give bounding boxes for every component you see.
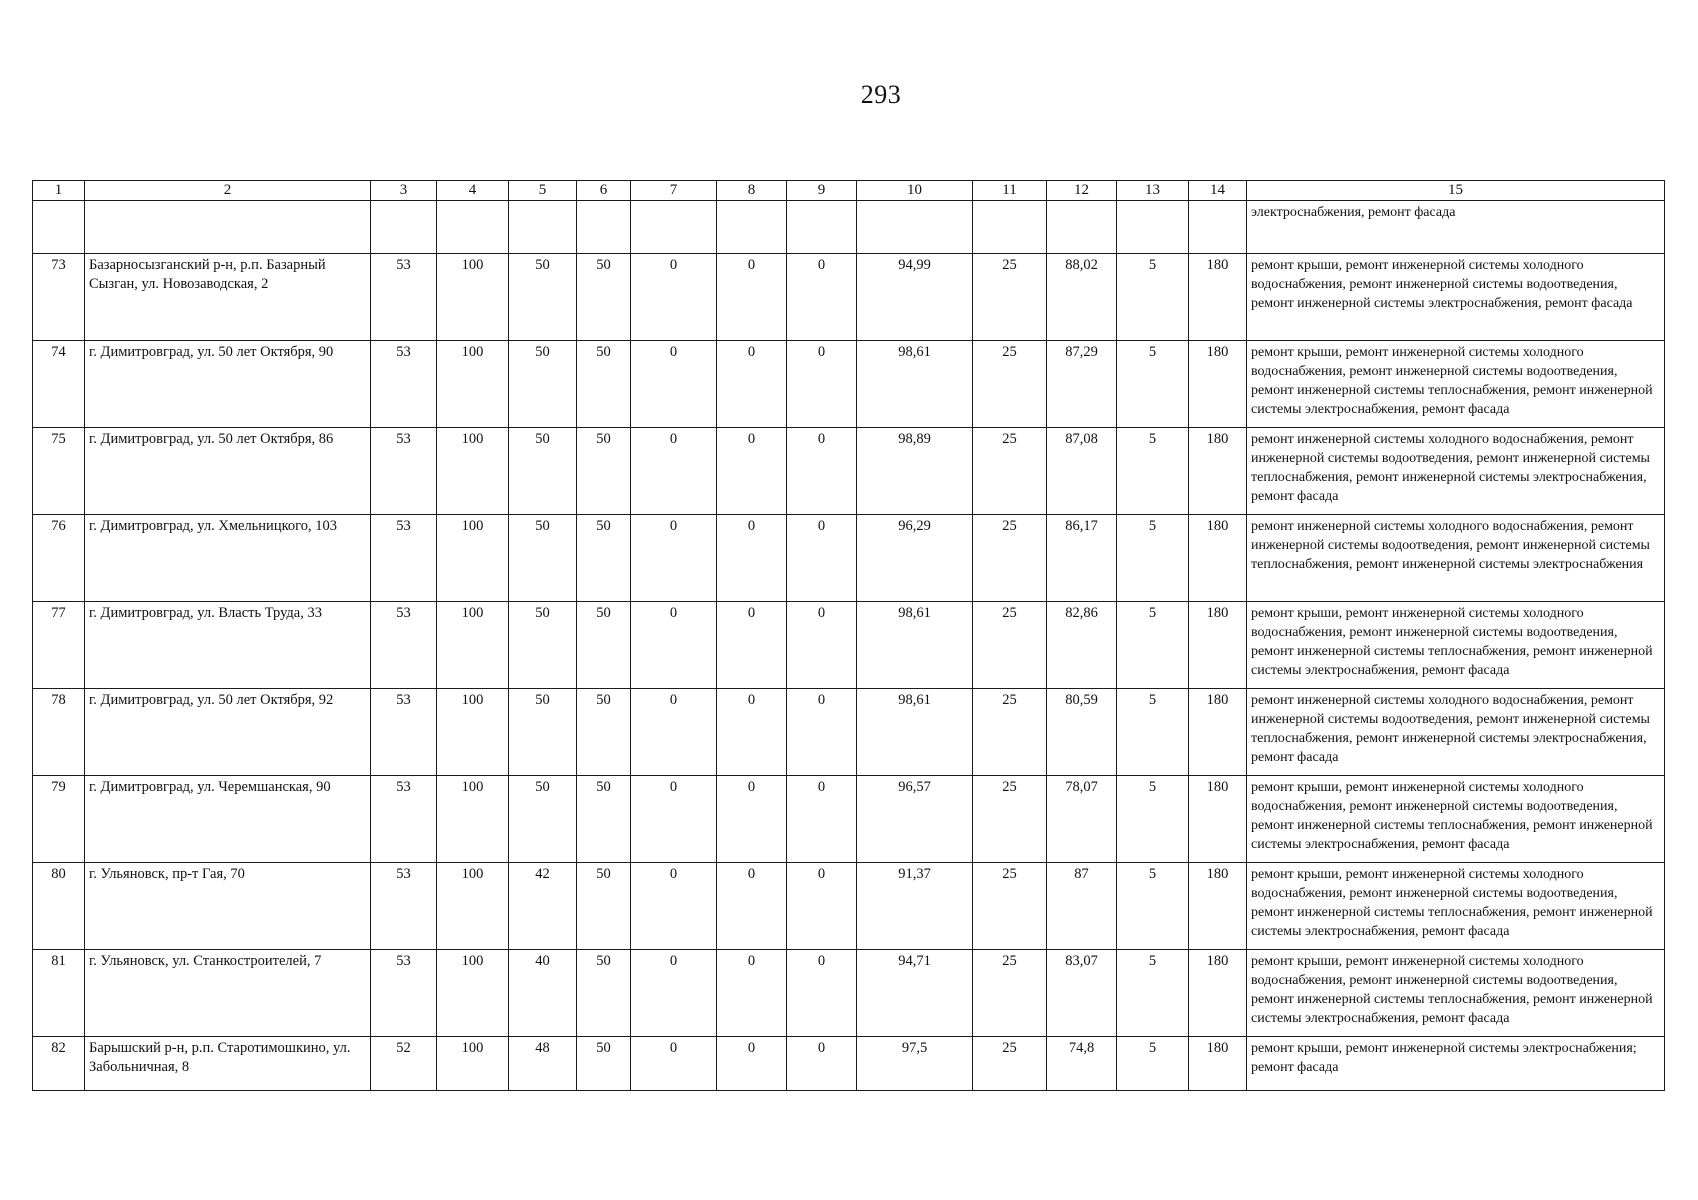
value-cell: 25 [973, 341, 1047, 428]
row-number-cell: 76 [33, 515, 85, 602]
table-row [33, 776, 1665, 863]
value-cell: 0 [631, 341, 717, 428]
value-cell: 53 [371, 341, 437, 428]
value-cell: 0 [631, 689, 717, 776]
table-cell [85, 201, 371, 254]
value-cell: 0 [787, 428, 857, 515]
works-cell: ремонт инженерной системы холодного водоснабжения, ремонт инженерной системы водоотведения, ремонт инженерной системы теплоснабжения, ремонт инженерной системы электроснабжения [1247, 515, 1665, 602]
value-cell: 0 [787, 254, 857, 341]
row-number-cell: 79 [33, 776, 85, 863]
table-header [33, 181, 1665, 201]
column-header: 8 [717, 181, 787, 201]
value-cell: 88,02 [1047, 254, 1117, 341]
address-cell: г. Димитровград, ул. Черемшанская, 90 [85, 776, 371, 863]
value-cell: 5 [1117, 341, 1189, 428]
value-cell: 94,99 [857, 254, 973, 341]
value-cell: 0 [787, 1037, 857, 1091]
value-cell: 5 [1117, 602, 1189, 689]
value-cell: 25 [973, 254, 1047, 341]
column-header: 12 [1047, 181, 1117, 201]
value-cell: 25 [973, 776, 1047, 863]
value-cell: 100 [437, 950, 509, 1037]
value-cell: 53 [371, 428, 437, 515]
value-cell: 50 [577, 950, 631, 1037]
table-cell [1117, 201, 1189, 254]
address-cell: г. Ульяновск, пр-т Гая, 70 [85, 863, 371, 950]
value-cell: 100 [437, 863, 509, 950]
works-cell: ремонт крыши, ремонт инженерной системы холодного водоснабжения, ремонт инженерной системы водоотведения, ремонт инженерной системы теплоснабжения, ремонт инженерной системы электроснабжения, ремонт фасада [1247, 950, 1665, 1037]
value-cell: 100 [437, 776, 509, 863]
value-cell: 42 [509, 863, 577, 950]
value-cell: 98,89 [857, 428, 973, 515]
value-cell: 25 [973, 950, 1047, 1037]
value-cell: 53 [371, 776, 437, 863]
value-cell: 100 [437, 254, 509, 341]
column-header: 14 [1189, 181, 1247, 201]
value-cell: 0 [631, 950, 717, 1037]
works-cell: ремонт крыши, ремонт инженерной системы холодного водоснабжения, ремонт инженерной системы водоотведения, ремонт инженерной системы теплоснабжения, ремонт инженерной системы электроснабжения, ремонт фасада [1247, 341, 1665, 428]
value-cell: 0 [631, 515, 717, 602]
value-cell: 0 [717, 254, 787, 341]
table-cell [717, 201, 787, 254]
table-cell [787, 201, 857, 254]
value-cell: 0 [787, 515, 857, 602]
column-header: 6 [577, 181, 631, 201]
address-cell: г. Димитровград, ул. 50 лет Октября, 90 [85, 341, 371, 428]
value-cell: 53 [371, 863, 437, 950]
value-cell: 5 [1117, 254, 1189, 341]
works-cell: электроснабжения, ремонт фасада [1247, 201, 1665, 254]
value-cell: 180 [1189, 428, 1247, 515]
row-number-cell: 77 [33, 602, 85, 689]
page-number: 293 [860, 80, 902, 109]
continuation-row [33, 201, 1665, 254]
value-cell: 50 [577, 776, 631, 863]
value-cell: 25 [973, 689, 1047, 776]
row-number-cell: 78 [33, 689, 85, 776]
value-cell: 0 [717, 863, 787, 950]
address-cell: г. Димитровград, ул. Власть Труда, 33 [85, 602, 371, 689]
address-cell: г. Димитровград, ул. 50 лет Октября, 92 [85, 689, 371, 776]
value-cell: 5 [1117, 689, 1189, 776]
row-number-cell: 74 [33, 341, 85, 428]
table-row [33, 1037, 1665, 1091]
value-cell: 0 [717, 1037, 787, 1091]
table-cell [857, 201, 973, 254]
value-cell: 50 [577, 863, 631, 950]
value-cell: 180 [1189, 689, 1247, 776]
value-cell: 5 [1117, 776, 1189, 863]
value-cell: 50 [577, 254, 631, 341]
value-cell: 0 [631, 863, 717, 950]
value-cell: 50 [577, 1037, 631, 1091]
value-cell: 50 [577, 341, 631, 428]
table-cell [577, 201, 631, 254]
value-cell: 0 [717, 776, 787, 863]
value-cell: 96,29 [857, 515, 973, 602]
works-cell: ремонт крыши, ремонт инженерной системы холодного водоснабжения, ремонт инженерной системы водоотведения, ремонт инженерной системы электроснабжения, ремонт фасада [1247, 254, 1665, 341]
column-header: 7 [631, 181, 717, 201]
value-cell: 0 [631, 428, 717, 515]
value-cell: 53 [371, 602, 437, 689]
table-row [33, 254, 1665, 341]
column-header: 15 [1247, 181, 1665, 201]
value-cell: 180 [1189, 950, 1247, 1037]
column-header: 3 [371, 181, 437, 201]
value-cell: 0 [717, 602, 787, 689]
value-cell: 180 [1189, 863, 1247, 950]
value-cell: 180 [1189, 602, 1247, 689]
value-cell: 25 [973, 428, 1047, 515]
value-cell: 5 [1117, 1037, 1189, 1091]
value-cell: 53 [371, 950, 437, 1037]
column-header: 4 [437, 181, 509, 201]
value-cell: 50 [509, 254, 577, 341]
table-cell [631, 201, 717, 254]
value-cell: 53 [371, 689, 437, 776]
value-cell: 100 [437, 1037, 509, 1091]
value-cell: 5 [1117, 863, 1189, 950]
value-cell: 86,17 [1047, 515, 1117, 602]
row-number-cell: 80 [33, 863, 85, 950]
value-cell: 50 [509, 515, 577, 602]
value-cell: 50 [577, 689, 631, 776]
row-number-cell: 73 [33, 254, 85, 341]
value-cell: 180 [1189, 515, 1247, 602]
value-cell: 180 [1189, 254, 1247, 341]
value-cell: 5 [1117, 950, 1189, 1037]
value-cell: 83,07 [1047, 950, 1117, 1037]
row-number-cell: 81 [33, 950, 85, 1037]
registry-table [32, 180, 1665, 1091]
value-cell: 50 [509, 602, 577, 689]
value-cell: 98,61 [857, 602, 973, 689]
value-cell: 78,07 [1047, 776, 1117, 863]
value-cell: 87,08 [1047, 428, 1117, 515]
column-number-row [33, 181, 1665, 201]
value-cell: 48 [509, 1037, 577, 1091]
table-cell [1189, 201, 1247, 254]
table-row [33, 428, 1665, 515]
address-cell: г. Димитровград, ул. Хмельницкого, 103 [85, 515, 371, 602]
value-cell: 82,86 [1047, 602, 1117, 689]
table-row [33, 863, 1665, 950]
value-cell: 50 [509, 341, 577, 428]
table-row [33, 950, 1665, 1037]
address-cell: г. Димитровград, ул. 50 лет Октября, 86 [85, 428, 371, 515]
value-cell: 87 [1047, 863, 1117, 950]
table-cell [33, 201, 85, 254]
value-cell: 50 [577, 515, 631, 602]
value-cell: 53 [371, 254, 437, 341]
value-cell: 0 [787, 950, 857, 1037]
table-cell [509, 201, 577, 254]
value-cell: 100 [437, 341, 509, 428]
value-cell: 180 [1189, 1037, 1247, 1091]
works-cell: ремонт крыши, ремонт инженерной системы холодного водоснабжения, ремонт инженерной системы водоотведения, ремонт инженерной системы теплоснабжения, ремонт инженерной системы электроснабжения, ремонт фасада [1247, 863, 1665, 950]
value-cell: 0 [631, 254, 717, 341]
table-row [33, 602, 1665, 689]
table-row [33, 689, 1665, 776]
value-cell: 0 [787, 863, 857, 950]
value-cell: 0 [787, 689, 857, 776]
value-cell: 96,57 [857, 776, 973, 863]
value-cell: 180 [1189, 341, 1247, 428]
value-cell: 97,5 [857, 1037, 973, 1091]
value-cell: 87,29 [1047, 341, 1117, 428]
table-row [33, 341, 1665, 428]
value-cell: 52 [371, 1037, 437, 1091]
value-cell: 74,8 [1047, 1037, 1117, 1091]
works-cell: ремонт крыши, ремонт инженерной системы холодного водоснабжения, ремонт инженерной системы водоотведения, ремонт инженерной системы теплоснабжения, ремонт инженерной системы электроснабжения, ремонт фасада [1247, 602, 1665, 689]
column-header: 10 [857, 181, 973, 201]
value-cell: 25 [973, 602, 1047, 689]
value-cell: 0 [631, 602, 717, 689]
column-header: 13 [1117, 181, 1189, 201]
row-number-cell: 75 [33, 428, 85, 515]
value-cell: 40 [509, 950, 577, 1037]
works-cell: ремонт инженерной системы холодного водоснабжения, ремонт инженерной системы водоотведения, ремонт инженерной системы теплоснабжения, ремонт инженерной системы электроснабжения, ремонт фасада [1247, 689, 1665, 776]
value-cell: 0 [787, 776, 857, 863]
value-cell: 0 [717, 689, 787, 776]
table-body [33, 201, 1665, 1091]
column-header: 2 [85, 181, 371, 201]
value-cell: 91,37 [857, 863, 973, 950]
table-cell [973, 201, 1047, 254]
value-cell: 0 [631, 1037, 717, 1091]
value-cell: 50 [509, 689, 577, 776]
value-cell: 25 [973, 1037, 1047, 1091]
column-header: 11 [973, 181, 1047, 201]
column-header: 5 [509, 181, 577, 201]
value-cell: 50 [577, 428, 631, 515]
value-cell: 5 [1117, 515, 1189, 602]
value-cell: 100 [437, 428, 509, 515]
value-cell: 0 [787, 341, 857, 428]
value-cell: 94,71 [857, 950, 973, 1037]
value-cell: 98,61 [857, 341, 973, 428]
column-header: 1 [33, 181, 85, 201]
row-number-cell: 82 [33, 1037, 85, 1091]
value-cell: 0 [631, 776, 717, 863]
address-cell: Базарносызганский р-н, р.п. Базарный Сызган, ул. Новозаводская, 2 [85, 254, 371, 341]
table-cell [371, 201, 437, 254]
value-cell: 5 [1117, 428, 1189, 515]
value-cell: 25 [973, 515, 1047, 602]
works-cell: ремонт крыши, ремонт инженерной системы электроснабжения; ремонт фасада [1247, 1037, 1665, 1091]
column-header: 9 [787, 181, 857, 201]
value-cell: 0 [717, 950, 787, 1037]
value-cell: 50 [509, 428, 577, 515]
address-cell: г. Ульяновск, ул. Станкостроителей, 7 [85, 950, 371, 1037]
table-cell [437, 201, 509, 254]
value-cell: 50 [509, 776, 577, 863]
table-row [33, 515, 1665, 602]
value-cell: 0 [717, 515, 787, 602]
value-cell: 100 [437, 689, 509, 776]
value-cell: 50 [577, 602, 631, 689]
value-cell: 53 [371, 515, 437, 602]
works-cell: ремонт инженерной системы холодного водоснабжения, ремонт инженерной системы водоотведения, ремонт инженерной системы теплоснабжения, ремонт инженерной системы электроснабжения, ремонт фасада [1247, 428, 1665, 515]
value-cell: 180 [1189, 776, 1247, 863]
value-cell: 0 [717, 341, 787, 428]
value-cell: 0 [717, 428, 787, 515]
value-cell: 80,59 [1047, 689, 1117, 776]
value-cell: 100 [437, 515, 509, 602]
works-cell: ремонт крыши, ремонт инженерной системы холодного водоснабжения, ремонт инженерной системы водоотведения, ремонт инженерной системы теплоснабжения, ремонт инженерной системы электроснабжения, ремонт фасада [1247, 776, 1665, 863]
address-cell: Барышский р-н, р.п. Старотимошкино, ул. Забольничная, 8 [85, 1037, 371, 1091]
value-cell: 100 [437, 602, 509, 689]
value-cell: 0 [787, 602, 857, 689]
value-cell: 98,61 [857, 689, 973, 776]
table-cell [1047, 201, 1117, 254]
value-cell: 25 [973, 863, 1047, 950]
